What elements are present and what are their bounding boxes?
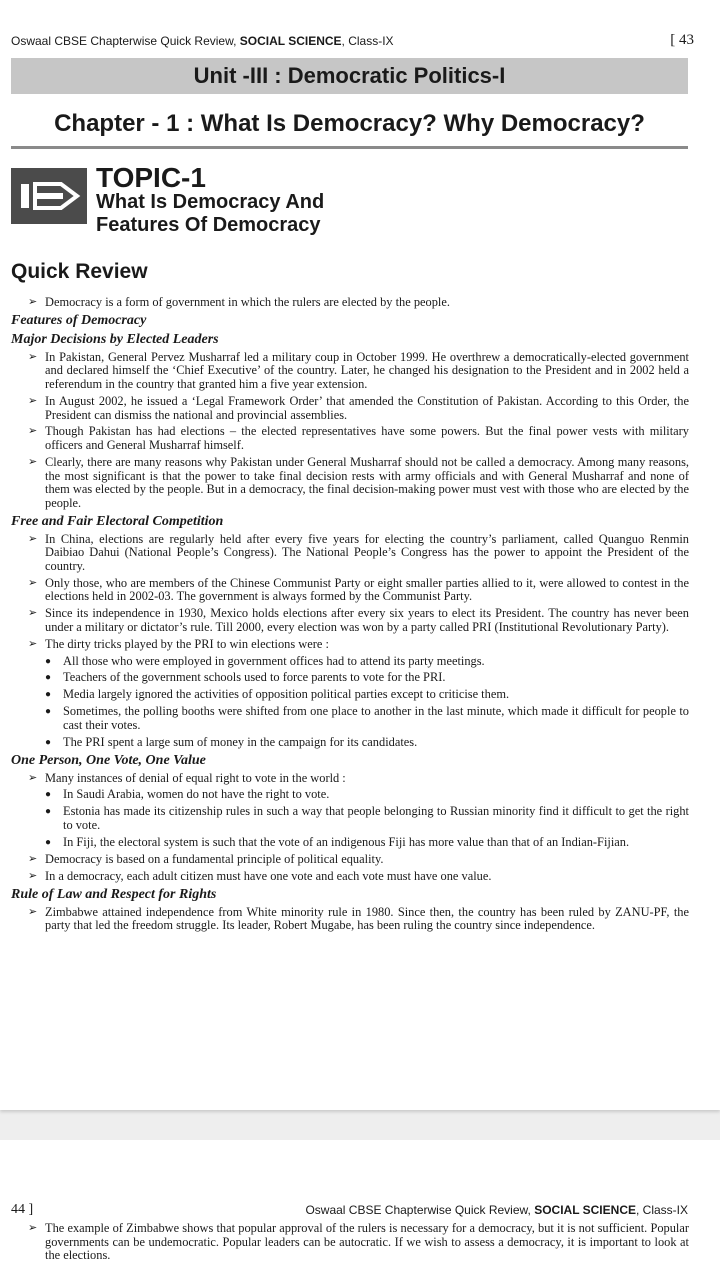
list-item: ➢ Only those, who are members of the Chinese Communist Party or eight smaller parties allied to it, were allowed to contest in the elections held in 2002-03. The government is always formed by the Communist Party.	[11, 577, 689, 604]
list-item: ➢ The example of Zimbabwe shows that popular approval of the rulers is necessary for a democracy, but it is not sufficient. Popular governments can be undemocratic. Popular leaders can be autocratic. If we wish to assess a democracy, it is important to look at the elections.	[11, 1222, 689, 1263]
bullet-item: ● Teachers of the government schools used to force parents to vote for the PRI.	[11, 671, 689, 685]
list-item: ➢ Democracy is a form of government in which the rulers are elected by the people.	[11, 296, 689, 310]
list-item: ➢ Democracy is based on a fundamental principle of political equality.	[11, 853, 689, 867]
bullet-item: ● Sometimes, the polling booths were shifted from one place to another in the last minute, which made it difficult for people to cast their votes.	[11, 705, 689, 732]
header-page-number: 44 ]	[11, 1202, 34, 1217]
page-44-content	[11, 1222, 689, 1266]
list-item: ➢ The dirty tricks played by the PRI to win elections were :	[11, 638, 689, 652]
section-heading: Major Decisions by Elected Leaders	[11, 331, 219, 347]
chapter-divider	[11, 146, 688, 149]
bullet-item: ● In Fiji, the electoral system is such that the vote of an indigenous Fiji has more value than that of an Indian-Fijian.	[11, 836, 689, 850]
bullet-item: ● Estonia has made its citizenship rules in such a way that people belonging to Russian minority find it difficult to get the right to vote.	[11, 805, 689, 832]
list-item: ➢ Though Pakistan has had elections – the elected representatives have some powers. But the final power vests with military officers and General Musharraf himself.	[11, 425, 689, 452]
running-header-page-44	[11, 1202, 688, 1218]
list-item: ➢ Since its independence in 1930, Mexico holds elections after every six years to elect its President. The country has never been under a military or dictator’s rule. Till 2000, every election was won by a party called PRI (Institutional Revolutionary Party).	[11, 607, 689, 634]
bullet-item: ● Media largely ignored the activities of opposition political parties except to criticise them.	[11, 688, 689, 702]
list-item: ➢ Clearly, there are many reasons why Pakistan under General Musharraf should not be called a democracy. Among many reasons, the most significant is that the power to take final decision rests with army officials and with General Musharraf and none of them was elected by the people. But in a democracy, the final decision-making power must vest with those who are elected by the people.	[11, 456, 689, 510]
section-heading: Rule of Law and Respect for Rights	[11, 886, 217, 902]
topic-heading	[11, 164, 531, 244]
section-heading: Free and Fair Electoral Competition	[11, 513, 224, 529]
unit-title: Unit -III : Democratic Politics-I	[11, 58, 688, 94]
topic-pointer-icon	[11, 168, 87, 224]
topic-label: TOPIC-1	[96, 162, 206, 193]
header-page-number: [ 43	[670, 32, 694, 48]
list-item: ➢ In August 2002, he issued a ‘Legal Framework Order’ that amended the Constitution of Pakistan. According to this Order, the President can dismiss the national and provincial assemblies.	[11, 395, 689, 422]
header-book-title: Oswaal CBSE Chapterwise Quick Review, SOCIAL SCIENCE, Class-IX	[11, 34, 394, 48]
chapter-title: Chapter - 1 : What Is Democracy? Why Democracy?	[54, 110, 645, 137]
bullet-item: ● In Saudi Arabia, women do not have the right to vote.	[11, 788, 689, 802]
list-item: ➢ In a democracy, each adult citizen must have one vote and each vote must have one value.	[11, 870, 689, 884]
topic-title: What Is Democracy And Features Of Democracy	[96, 191, 325, 236]
header-book-title: Oswaal CBSE Chapterwise Quick Review, SOCIAL SCIENCE, Class-IX	[305, 1203, 688, 1217]
review-content	[11, 296, 689, 936]
topic-pointer-icon-graphic	[11, 168, 87, 224]
running-header	[11, 34, 694, 50]
section-heading: Features of Democracy	[11, 312, 147, 328]
list-item: ➢ In China, elections are regularly held after every five years for electing the country’s parliament, called Quanguo Renmin Daibiao Dahui (National People’s Congress). The National People’s Congress has the power to appoint the President of the country.	[11, 533, 689, 574]
bullet-item: ● All those who were employed in government offices had to attend its party meetings.	[11, 655, 689, 669]
list-item: ➢ Zimbabwe attained independence from White minority rule in 1980. Since then, the country has been ruled by ZANU-PF, the party that led the freedom struggle. Its leader, Robert Mugabe, has been ruling the country since independence.	[11, 906, 689, 933]
quick-review-heading: Quick Review	[11, 260, 148, 283]
section-heading: One Person, One Vote, One Value	[11, 752, 206, 768]
list-item: ➢ In Pakistan, General Pervez Musharraf led a military coup in October 1999. He overthrew a democratically-elected government and declared himself the ‘Chief Executive’ of the country. Later, he changed his designation to the President and in 2002 held a referendum in the country that granted him a five year extension.	[11, 351, 689, 392]
bullet-item: ● The PRI spent a large sum of money in the campaign for its candidates.	[11, 736, 689, 750]
list-item: ➢ Many instances of denial of equal right to vote in the world :	[11, 772, 689, 786]
